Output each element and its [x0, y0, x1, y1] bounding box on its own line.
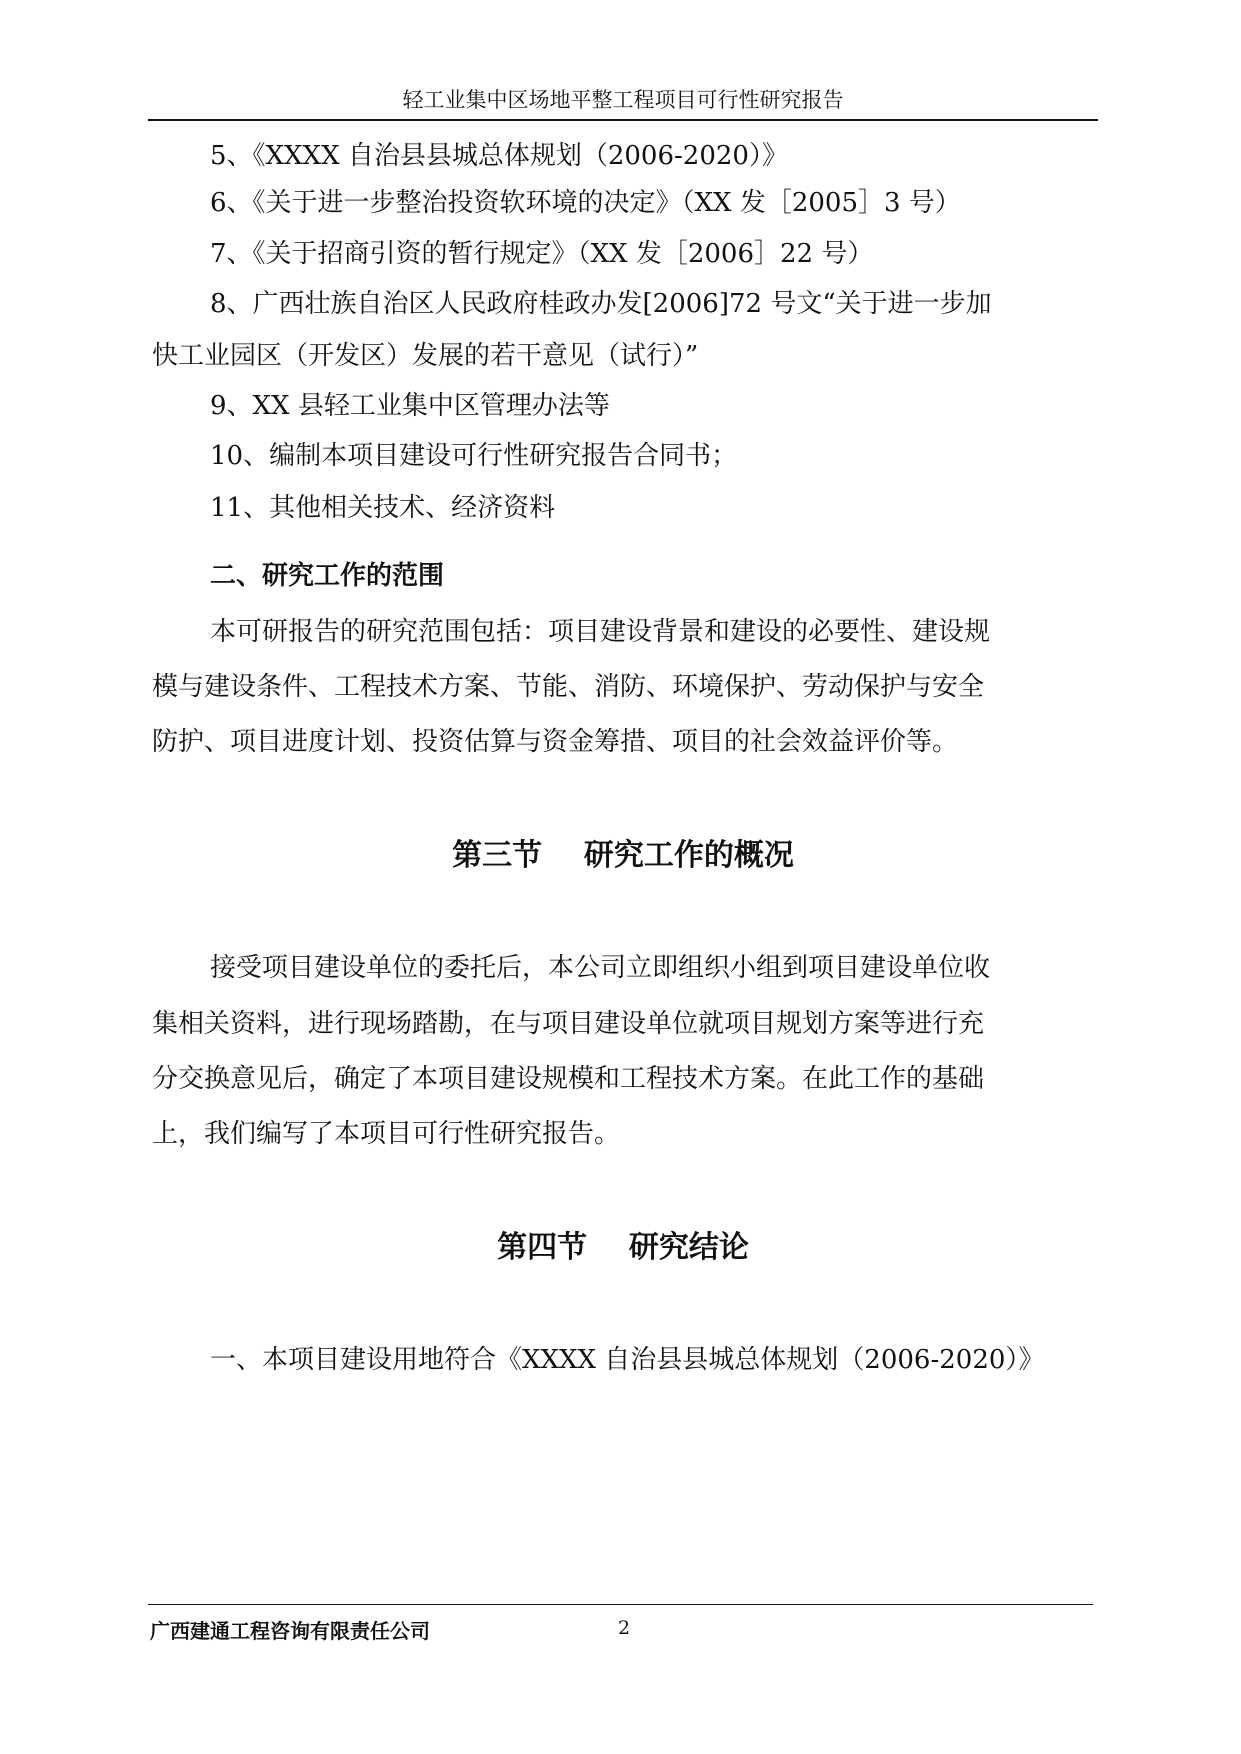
list-item: 8、广西壮族自治区人民政府桂政办发[2006]72 号文“关于进一步加 [210, 289, 992, 319]
list-item: 11、其他相关技术、经济资料 [210, 493, 556, 523]
section-heading: 第四节 研究结论 [497, 1230, 749, 1265]
paragraph-line: 一、本项目建设用地符合《XXXX 自治县县城总体规划（2006-2020）》 [210, 1345, 1045, 1375]
scope-heading: 二、研究工作的范围 [210, 561, 445, 591]
list-item: 7、《关于招商引资的暂行规定》（XX 发［2006］22 号） [210, 239, 874, 269]
paragraph-line: 模与建设条件、工程技术方案、节能、消防、环境保护、劳动保护与安全 [152, 672, 985, 702]
list-item-continuation: 快工业园区（开发区）发展的若干意见（试行）” [152, 341, 699, 371]
list-item: 5、《XXXX 自治县县城总体规划（2006-2020）》 [210, 141, 788, 171]
header-divider [148, 119, 1098, 121]
footer-company: 广西建通工程咨询有限责任公司 [150, 1619, 430, 1643]
list-item: 6、《关于进一步整治投资软环境的决定》（XX 发［2005］3 号） [210, 188, 961, 218]
paragraph-line: 上，我们编写了本项目可行性研究报告。 [152, 1119, 621, 1149]
paragraph-line: 本可研报告的研究范围包括：项目建设背景和建设的必要性、建设规 [210, 617, 991, 647]
section-heading: 第三节 研究工作的概况 [452, 838, 794, 873]
paragraph-line: 分交换意见后，确定了本项目建设规模和工程技术方案。在此工作的基础 [152, 1064, 985, 1094]
list-item: 10、编制本项目建设可行性研究报告合同书； [210, 441, 738, 471]
footer-divider [148, 1604, 1093, 1605]
paragraph-line: 集相关资料，进行现场踏勘，在与项目建设单位就项目规划方案等进行充 [152, 1009, 985, 1039]
page-number: 2 [618, 1617, 631, 1639]
paragraph-line: 防护、项目进度计划、投资估算与资金筹措、项目的社会效益评价等。 [152, 727, 959, 757]
paragraph-line: 接受项目建设单位的委托后，本公司立即组织小组到项目建设单位收 [210, 953, 991, 983]
list-item: 9、XX 县轻工业集中区管理办法等 [210, 391, 610, 421]
page-header-title: 轻工业集中区场地平整工程项目可行性研究报告 [402, 88, 844, 112]
